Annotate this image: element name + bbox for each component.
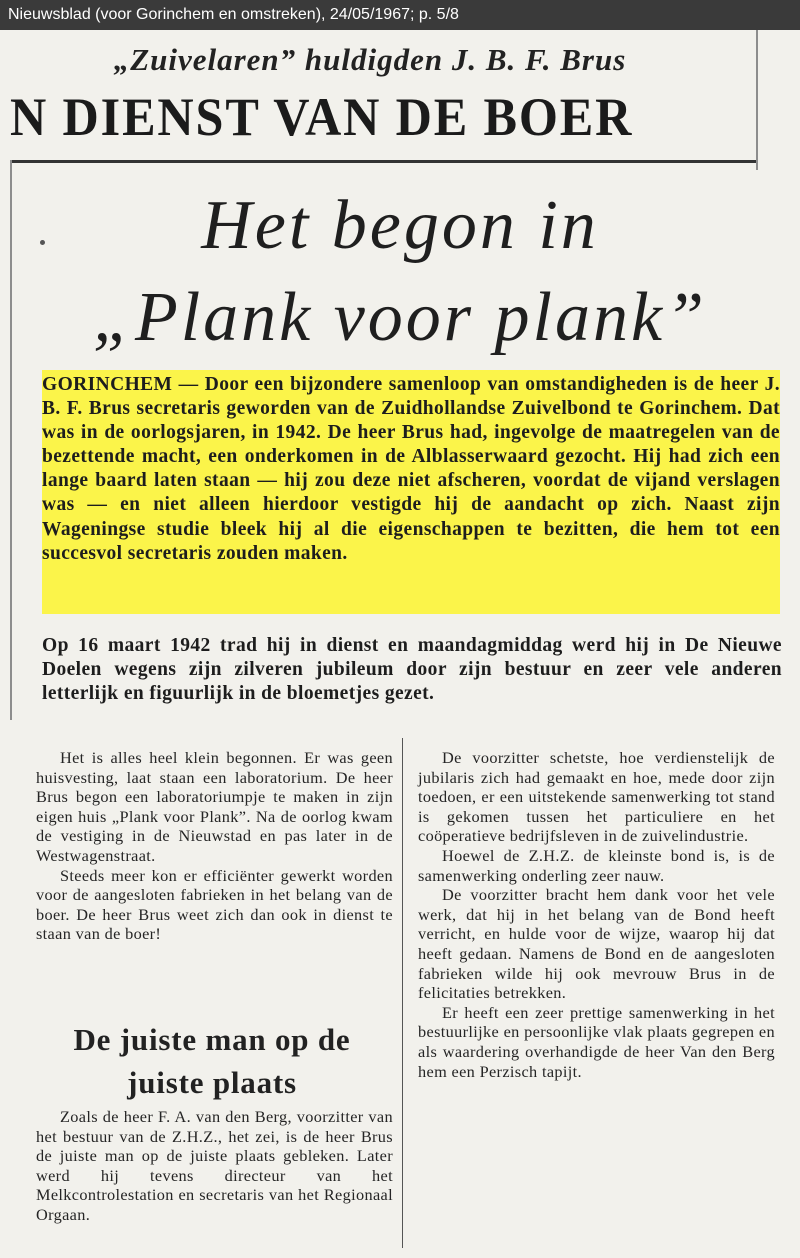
left-column-lower — [36, 1107, 393, 1225]
right-col-paragraph-2: Hoewel de Z.H.Z. de kleinste bond is, is de samenwerking onderling zeer nauw. — [418, 845, 775, 885]
left-col-paragraph-2: Steeds meer kon er efficiënter gewerkt worden voor de aangesloten fabrieken in het belang van de boer. De heer Brus weet zich dan ook in dienst te staan van de boer! — [36, 865, 393, 944]
column-divider — [402, 738, 403, 1248]
subheading: De juiste man op de juiste plaats — [73, 1022, 351, 1100]
lead-paragraph: GORINCHEM — Door een bijzondere samenloop van omstandigheden is de heer J. B. F. Brus secretaris geworden van de Zuidhollandse Zuivelbond te Gorinchem. Dat was in de oorlogsjaren, in 1942. De heer Brus had, ingevolge de maatregelen van de bezettende macht, een onderkomen in de Alblasserwaard gezocht. Hij had zich een lange baard laten staan — hij zou deze niet afscheren, voordat de vijand verslagen was — en niet alleen hierdoor vestigde hij de aandacht op zich. Naast zijn Wageningse studie bleek hij al die eigenschappen te bezitten, die hem tot een succesvol secretaris zouden maken. — [42, 374, 780, 564]
second-paragraph: Op 16 maart 1942 trad hij in dienst en maandagmiddag werd hij in De Nieuwe Doelen wegens zijn zilveren jubileum door zijn bestuur en zeer vele anderen letterlijk en figuurlijk in de bloemetjes gezet. — [42, 635, 782, 705]
article-kicker: „Zuivelaren” huldigden J. B. F. Brus — [113, 42, 627, 77]
left-col-paragraph-1: Het is alles heel klein begonnen. Er was geen huisvesting, laat staan een laboratorium. De heer Brus begon een laboratoriumpje te maken in zijn eigen huis „Plank voor Plank”. Na de oorlog kwam de vestiging in de Nieuwstad en pas later in de Westwagenstraat. — [36, 748, 393, 865]
big-title-line-2: „Plank voor plank” — [93, 279, 707, 356]
source-caption: Nieuwsblad (voor Gorinchem en omstreken), 24/05/1967; p. 5/8 — [8, 6, 459, 23]
article-headline: N DIENST VAN DE BOER — [10, 87, 634, 147]
right-col-paragraph-4: Er heeft een zeer prettige samenwerking in het bestuurlijke en persoonlijke vlak plaats gegrepen en als waardering overhandigde de heer Van den Berg hem een Perzisch tapijt. — [418, 1002, 775, 1081]
source-caption-bar — [0, 0, 800, 30]
right-col-paragraph-3: De voorzitter bracht hem dank voor het vele werk, dat hij in het belang van de Bond heeft verricht, en hulde voor de wijze, waarop hij dat heeft gedaan. Namens de Bond en de aangesloten fabrieken wilde hij ook mevrouw Brus in de felicitaties betrekken. — [418, 885, 775, 1003]
left-col-paragraph-3: Zoals de heer F. A. van den Berg, voorzitter van het bestuur van de Z.H.Z., het zei, is de heer Brus de juiste man op de juiste plaats gebleken. Later werd hij tevens directeur van het Melkcontrolestation en secretaris van het Regionaal Orgaan. — [36, 1107, 393, 1224]
left-column — [36, 748, 393, 944]
column-rule-right — [756, 30, 758, 170]
right-col-paragraph-1: De voorzitter schetste, hoe verdienstelijk de jubilaris zich had gemaakt en hoe, mede door zijn toedoen, er een uitstekende samenwerking tot stand is gekomen tussen het particuliere en het coöperatieve bedrijfsleven in de zuivelindustrie. — [418, 748, 775, 846]
big-title-line-1: Het begon in — [201, 187, 599, 264]
headline-rule — [12, 160, 756, 163]
right-column — [418, 748, 775, 1081]
